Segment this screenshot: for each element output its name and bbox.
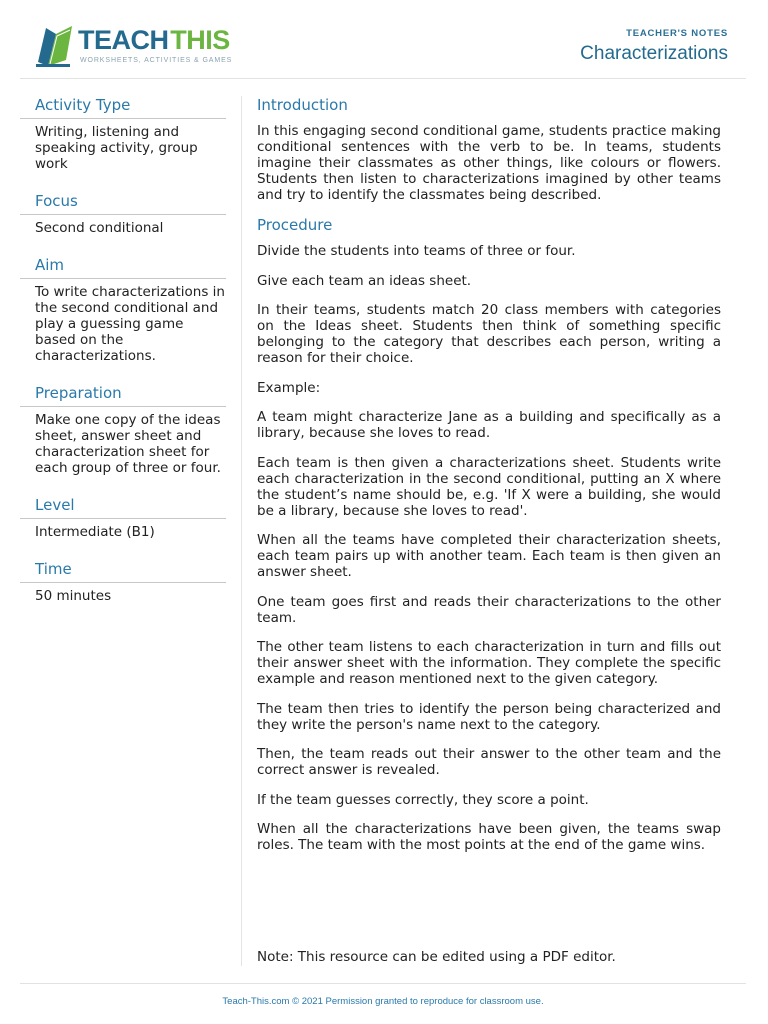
procedure-step: One team goes first and reads their characterizations to the other team.	[257, 593, 721, 626]
sidebar-section-level	[20, 496, 226, 540]
sidebar-heading: Preparation	[20, 384, 226, 407]
main-content	[257, 96, 721, 867]
sidebar-heading: Focus	[20, 192, 226, 215]
procedure-step: Each team is then given a characterizations sheet. Students write each characterization in the second conditional, putting an X where the student’s name should be, e.g. 'If X were a building, she would be a library, because she loves to read'.	[257, 454, 721, 519]
sidebar-heading: Time	[20, 560, 226, 583]
sidebar-section-time	[20, 560, 226, 604]
logo-wordmark	[78, 25, 230, 55]
procedure-step: Then, the team reads out their answer to the other team and the correct answer is revealed.	[257, 746, 721, 778]
column-divider	[241, 96, 242, 966]
page-header	[20, 0, 746, 79]
sidebar-heading: Activity Type	[20, 96, 226, 119]
sidebar-text: Intermediate (B1)	[35, 524, 155, 540]
procedure-step: Divide the students into teams of three or four.	[257, 243, 576, 259]
procedure-heading: Procedure	[257, 216, 333, 234]
procedure-step: A team might characterize Jane as a building and specifically as a library, because she loves to read.	[257, 409, 721, 441]
sidebar-text: To write characterizations in the second conditional and play a guessing game based on the characterizations.	[35, 284, 225, 364]
sidebar-text: Make one copy of the ideas sheet, answer sheet and characterization sheet for each group of three or four.	[35, 412, 221, 476]
teach-this-logo[interactable]	[36, 22, 246, 70]
procedure-step: Give each team an ideas sheet.	[257, 272, 472, 289]
sidebar-text: Writing, listening and speaking activity, group work	[35, 124, 198, 172]
logo-word-this: THIS	[170, 25, 230, 55]
logo-tagline: WORKSHEETS, ACTIVITIES & GAMES	[80, 57, 233, 64]
pdf-editor-note: Note: This resource can be edited using a PDF editor.	[257, 949, 616, 965]
book-logo-icon	[36, 22, 76, 68]
procedure-step: In their teams, students match 20 class members with categories on the Ideas sheet. Students then think of something specific belonging to the category that describes each person, writing a reason for their choice.	[257, 302, 721, 366]
procedure-step: The team then tries to identify the person being characterized and they write the person's name next to the category.	[257, 700, 721, 733]
introduction-heading: Introduction	[257, 96, 348, 114]
procedure-step: When all the teams have completed their characterization sheets, each team pairs up with another team. Each team is then given an answer sheet.	[257, 532, 721, 580]
sidebar-section-activity-type	[20, 96, 226, 172]
procedure-step: Example:	[257, 379, 321, 396]
logo-word-teach: TEACH	[78, 25, 169, 55]
sidebar-heading: Level	[20, 496, 226, 519]
introduction-text: In this engaging second conditional game, students practice making conditional sentences with the verb to be. In teams, students imagine their classmates as other things, like colours or flowers. Students then listen to characterizations imagined by other teams and try to identify the classmates being described.	[257, 123, 721, 203]
sidebar	[20, 96, 226, 624]
sidebar-section-aim	[20, 256, 226, 364]
sidebar-section-preparation	[20, 384, 226, 476]
procedure-step: The other team listens to each characterization in turn and fills out their answer sheet with the information. They complete the specific example and reason mentioned next to the given category.	[257, 639, 721, 687]
procedure-step: When all the characterizations have been given, the teams swap roles. The team with the most points at the end of the game wins.	[257, 821, 721, 853]
sidebar-section-focus	[20, 192, 226, 236]
header-titles	[580, 28, 728, 65]
page-title: Characterizations	[580, 43, 728, 64]
footer-copyright: Teach-This.com © 2021 Permission granted to reproduce for classroom use.	[222, 996, 544, 1007]
sidebar-text: 50 minutes	[35, 588, 112, 604]
sidebar-heading: Aim	[20, 256, 226, 279]
procedure-step: If the team guesses correctly, they score a point.	[257, 791, 589, 808]
page-footer	[20, 983, 746, 1007]
teachers-notes-label: TEACHER'S NOTES	[626, 28, 728, 39]
sidebar-text: Second conditional	[35, 220, 164, 236]
